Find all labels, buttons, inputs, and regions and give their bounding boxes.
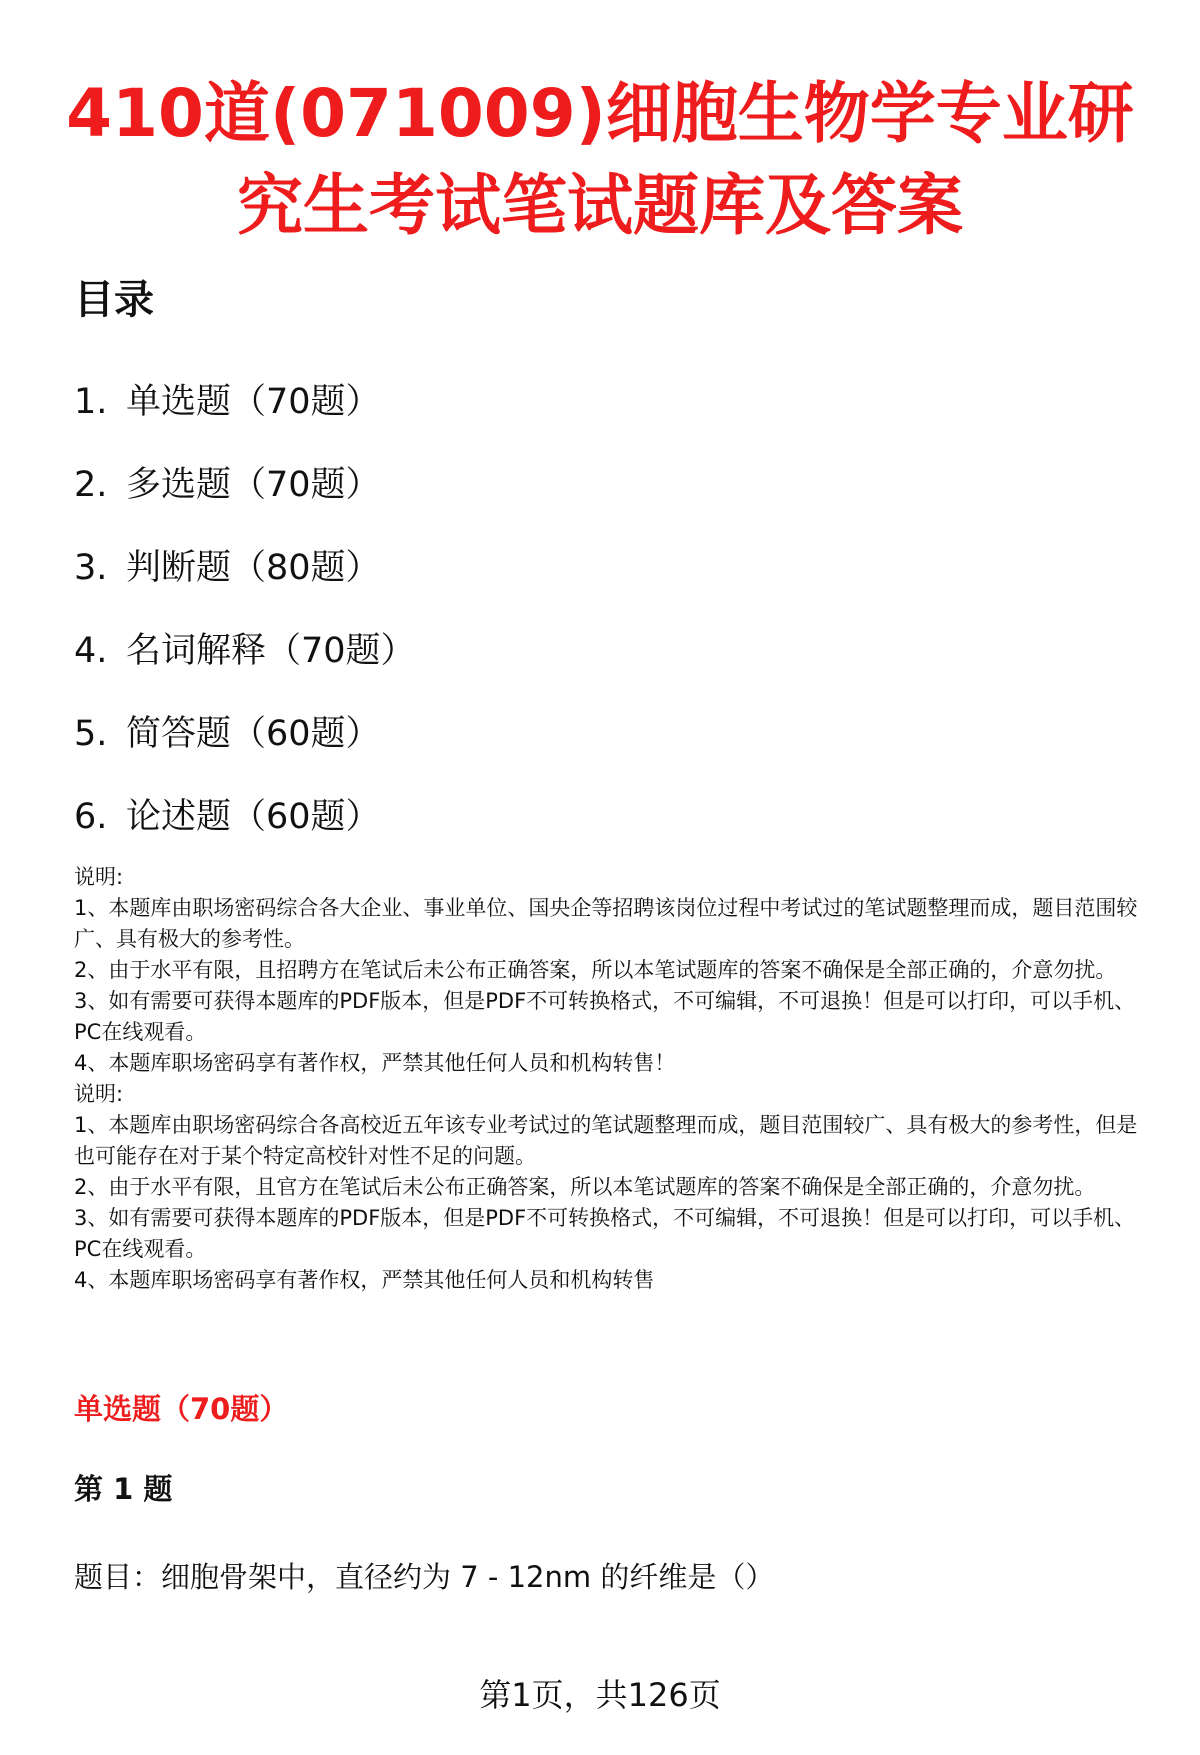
note-heading: 说明:	[74, 1082, 124, 1106]
note-paragraph: 3、如有需要可获得本题库的PDF版本，但是PDF不可转换格式，不可编辑，不可退换！但是可以打印，可以手机、PC在线观看。	[74, 1206, 1136, 1261]
note-paragraph: 1、本题库由职场密码综合各高校近五年该专业考试过的笔试题整理而成，题目范围较广、具有极大的参考性，但是也可能存在对于某个特定高校针对性不足的问题。	[74, 1113, 1138, 1168]
toc-item-number: 6.	[74, 796, 108, 837]
title-line-1: 410道(071009)细胞生物学专业研	[66, 75, 1134, 152]
question-number: 第 1 题	[74, 1472, 173, 1506]
toc-item-single-choice	[74, 360, 416, 443]
toc-item-essay	[74, 775, 416, 858]
toc-item-number: 3.	[74, 547, 108, 588]
title-line-2: 究生考试笔试题库及答案	[237, 167, 963, 244]
section-heading: 单选题（70题）	[74, 1392, 289, 1426]
toc-item-multiple-choice	[74, 443, 416, 526]
note-paragraph: 2、由于水平有限，且招聘方在笔试后未公布正确答案，所以本笔试题库的答案不确保是全部正确的，介意勿扰。	[74, 958, 1117, 982]
toc-item-number: 4.	[74, 630, 108, 671]
toc-item-label: 简答题（60题）	[126, 713, 381, 754]
document-title	[60, 68, 1140, 252]
toc-item-number: 5.	[74, 713, 108, 754]
toc-item-number: 1.	[74, 381, 108, 422]
toc-item-label: 名词解释（70题）	[126, 630, 416, 671]
note-heading: 说明:	[74, 865, 124, 889]
toc-item-label: 多选题（70题）	[126, 464, 381, 505]
toc-item-number: 2.	[74, 464, 108, 505]
toc-item-label: 论述题（60题）	[126, 796, 381, 837]
toc-item-term-definition	[74, 609, 416, 692]
page-footer: 第1页，共126页	[479, 1676, 721, 1714]
note-paragraph: 4、本题库职场密码享有著作权，严禁其他任何人员和机构转售！	[74, 1051, 676, 1075]
toc-item-label: 判断题（80题）	[126, 547, 381, 588]
note-paragraph: 3、如有需要可获得本题库的PDF版本，但是PDF不可转换格式，不可编辑，不可退换！但是可以打印，可以手机、PC在线观看。	[74, 989, 1136, 1044]
table-of-contents	[74, 360, 416, 858]
toc-item-true-false	[74, 526, 416, 609]
notes-block	[74, 862, 1154, 1296]
toc-item-short-answer	[74, 692, 416, 775]
note-paragraph: 4、本题库职场密码享有著作权，严禁其他任何人员和机构转售	[74, 1268, 655, 1292]
toc-heading: 目录	[74, 277, 154, 323]
toc-item-label: 单选题（70题）	[126, 381, 381, 422]
note-paragraph: 2、由于水平有限，且官方在笔试后未公布正确答案，所以本笔试题库的答案不确保是全部正确的，介意勿扰。	[74, 1175, 1096, 1199]
question-text: 题目：细胞骨架中，直径约为 7 - 12nm 的纤维是（）	[74, 1560, 775, 1594]
note-paragraph: 1、本题库由职场密码综合各大企业、事业单位、国央企等招聘该岗位过程中考试过的笔试题整理而成，题目范围较广、具有极大的参考性。	[74, 896, 1138, 951]
